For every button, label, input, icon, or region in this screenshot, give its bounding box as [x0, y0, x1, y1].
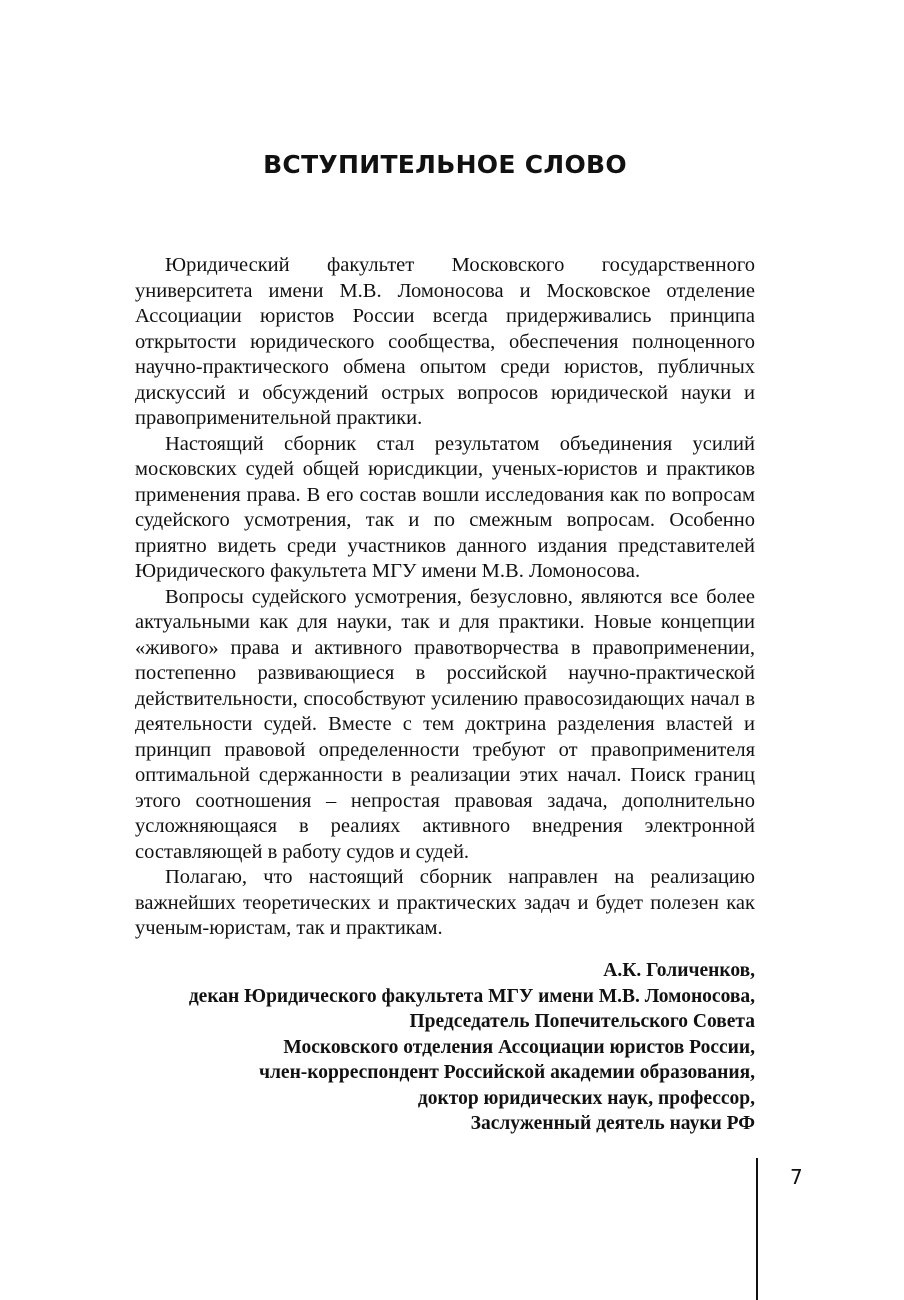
paragraph-1: Юридический факультет Московского государственного университета имени М.В. Ломоносова и Московское отделение Ассоциации юристов России всегда придерживались принципа открытости юридического сообщества, обеспечения полноценного научно-практического обмена опытом среди юристов, публичных дискуссий и обсуждений острых вопросов юридической науки и правоприменительной практики. — [135, 254, 755, 429]
page-number: 7 — [790, 1165, 803, 1189]
margin-rule — [756, 1158, 758, 1300]
author-position-association: Московского отделения Ассоциации юристов России, — [283, 1036, 755, 1058]
author-honor: Заслуженный деятель науки РФ — [470, 1113, 755, 1134]
body-text — [135, 253, 755, 942]
author-position-dean: декан Юридического факультета МГУ имени М.В. Ломоносова, — [188, 985, 755, 1007]
author-position-chair: Председатель Попечительского Совета — [409, 1011, 755, 1032]
author-name: А.К. Голиченков, — [603, 960, 755, 981]
author-position-academy: член-корреспондент Российской академии образования, — [258, 1062, 755, 1083]
paragraph-4: Полагаю, что настоящий сборник направлен на реализацию важнейших теоретических и практических задач и будет полезен как ученым-юристам, так и практикам. — [135, 866, 755, 939]
page-title: ВСТУПИТЕЛЬНОЕ СЛОВО — [263, 150, 627, 179]
paragraph-3: Вопросы судейского усмотрения, безусловно, являются все более актуальными как для науки, так и для практики. Новые концепции «живого» права и активного правотворчества в правоприменении, постепенно развивающиеся в российской научно-практической действительности, способствуют усилению правосозидающих начал в деятельности судей. Вместе с тем доктрина разделения властей и принцип правовой определенности требуют от правоприменителя оптимальной сдержанности в реализации этих начал. Поиск границ этого соотношения – непростая правовая задача, дополнительно усложняющаяся в реалиях активного внедрения электронной составляющей в работу судов и судей. — [135, 585, 755, 863]
author-degree: доктор юридических наук, профессор, — [417, 1087, 755, 1109]
author-signature-block — [115, 958, 755, 1137]
paragraph-2: Настоящий сборник стал результатом объединения усилий московских судей общей юрисдикции, ученых-юристов и практиков применения права. В его состав вошли исследования как по вопросам судейского усмотрения, так и по смежным вопросам. Особенно приятно видеть среди участников данного издания представителей Юридического факультета МГУ имени М.В. Ломоносова. — [135, 432, 755, 582]
